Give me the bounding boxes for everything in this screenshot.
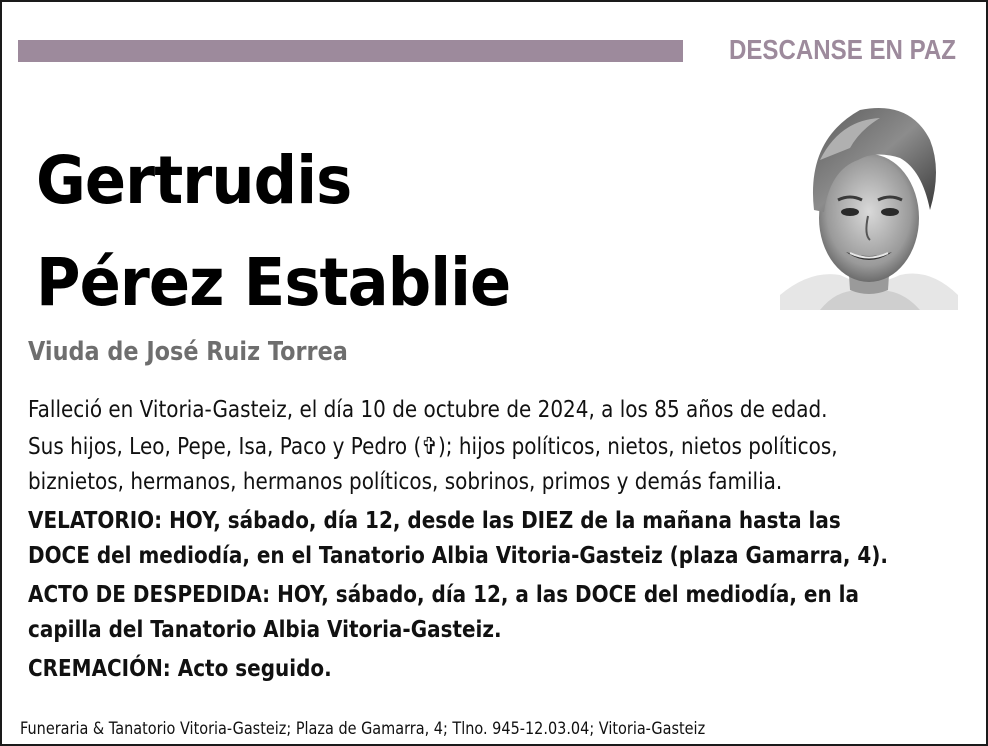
name-first-line: Gertrudis: [36, 142, 352, 219]
cremacion-line: CREMACIÓN: Acto seguido.: [28, 654, 332, 682]
deceased-name: [36, 130, 510, 334]
subtitle-widow-of: Viuda de José Ruiz Torrea: [28, 337, 348, 367]
despedida-line-1: ACTO DE DESPEDIDA: HOY, sábado, día 12, a las DOCE del mediodía, en la: [28, 580, 859, 608]
funeral-home-footer: Funeraria & Tanatorio Vitoria-Gasteiz; Plaza de Gamarra, 4; Tlno. 945-12.03.04; Vitoria-Gasteiz: [20, 719, 706, 739]
despedida-line-2: capilla del Tanatorio Albia Vitoria-Gasteiz.: [28, 615, 502, 643]
header-bar: [18, 40, 683, 62]
family-line-2: biznietos, hermanos, hermanos políticos, sobrinos, primos y demás familia.: [28, 467, 783, 495]
velatorio-line-2: DOCE del mediodía, en el Tanatorio Albia Vitoria-Gasteiz (plaza Gamarra, 4).: [28, 541, 889, 569]
notice-body: [28, 392, 963, 686]
family-line-1: Sus hijos, Leo, Pepe, Isa, Paco y Pedro (✞); hijos políticos, nietos, nietos políticos,: [28, 432, 838, 460]
velatorio-line-1: VELATORIO: HOY, sábado, día 12, desde las DIEZ de la mañana hasta las: [28, 506, 841, 534]
header-label: DESCANSE EN PAZ: [728, 34, 956, 65]
death-announcement: Falleció en Vitoria-Gasteiz, el día 10 de octubre de 2024, a los 85 años de edad.: [28, 395, 828, 423]
portrait-photo: [780, 100, 958, 310]
name-second-line: Pérez Establie: [36, 244, 511, 321]
